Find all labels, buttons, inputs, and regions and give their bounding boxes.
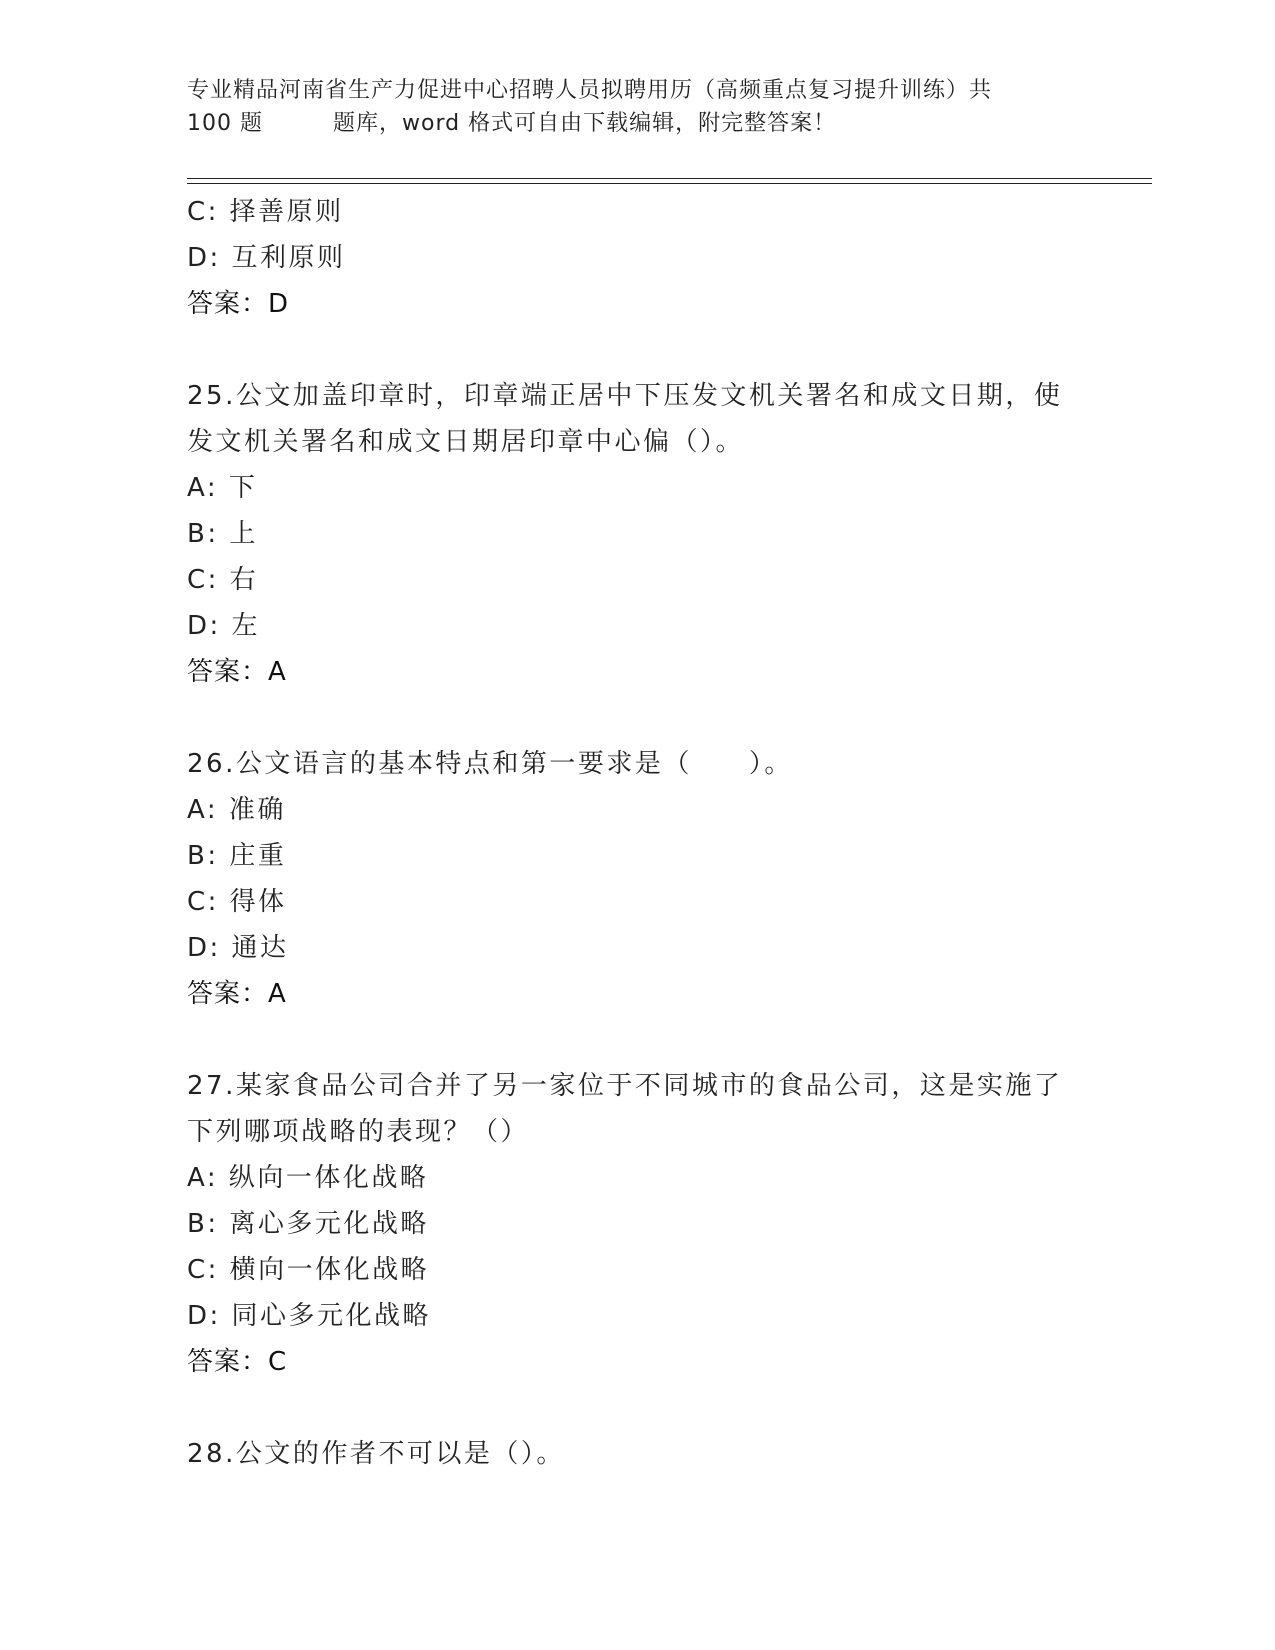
header-divider-bottom [187, 183, 1152, 184]
question-list [187, 189, 1087, 1477]
option-line: B: 上 [187, 519, 258, 549]
header-question-count: 100 题 [187, 111, 263, 136]
header-divider-top [187, 178, 1152, 179]
header-line-1: 专业精品河南省生产力促进中心招聘人员拟聘用历（高频重点复习提升训练）共 [187, 78, 993, 103]
question-text: 25.公文加盖印章时，印章端正居中下压发文机关署名和成文日期，使 [187, 381, 1063, 411]
header-description: 题库，word 格式可自由下载编辑，附完整答案！ [333, 111, 837, 136]
answer-line: 答案：A [187, 979, 287, 1009]
question-block [187, 189, 1087, 327]
question-text: 发文机关署名和成文日期居印章中心偏（）。 [187, 427, 745, 457]
answer-line: 答案：C [187, 1347, 288, 1377]
option-line: C: 得体 [187, 887, 287, 917]
option-line: B: 庄重 [187, 841, 287, 871]
question-block [187, 373, 1087, 695]
question-block [187, 741, 1087, 1017]
option-line: A: 下 [187, 473, 258, 503]
option-line: A: 纵向一体化战略 [187, 1163, 429, 1193]
option-line: C: 横向一体化战略 [187, 1255, 430, 1285]
option-line: A: 准确 [187, 795, 286, 825]
header-line-2 [187, 107, 1067, 140]
question-text: 28.公文的作者不可以是（）。 [187, 1439, 565, 1469]
question-text: 下列哪项战略的表现？（） [187, 1117, 530, 1147]
question-text: 27.某家食品公司合并了另一家位于不同城市的食品公司，这是实施了 [187, 1071, 1063, 1101]
question-text: 26.公文语言的基本特点和第一要求是（ ）。 [187, 749, 793, 779]
option-line: D: 通达 [187, 933, 289, 963]
option-line: C: 右 [187, 565, 259, 595]
option-line: D: 同心多元化战略 [187, 1301, 432, 1331]
option-line: D: 互利原则 [187, 243, 346, 273]
option-line: C: 择善原则 [187, 197, 344, 227]
option-line: D: 左 [187, 611, 261, 641]
option-line: B: 离心多元化战略 [187, 1209, 429, 1239]
answer-line: 答案：A [187, 657, 287, 687]
question-block [187, 1063, 1087, 1385]
page-header [187, 74, 1067, 140]
answer-line: 答案：D [187, 289, 290, 319]
question-block [187, 1431, 1087, 1477]
